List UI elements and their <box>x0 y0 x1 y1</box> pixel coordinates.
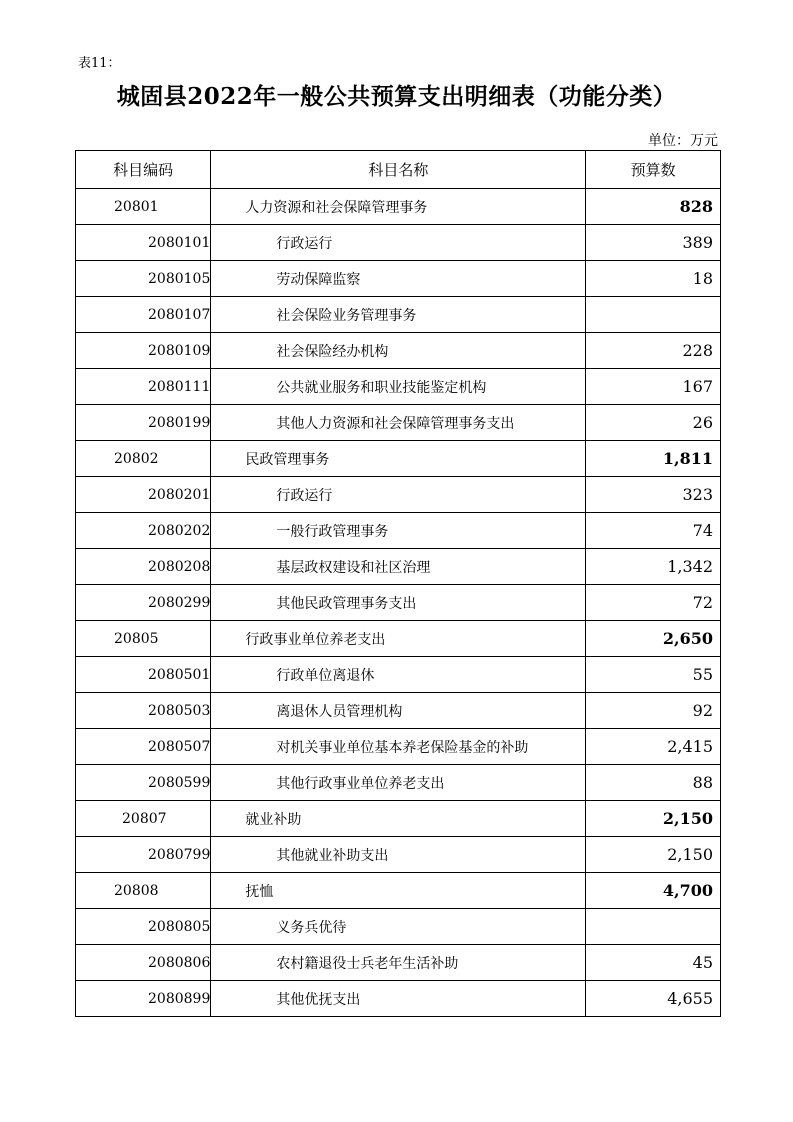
row-name: 其他就业补助支出 <box>211 837 586 873</box>
row-code: 20802 <box>76 441 211 477</box>
table-row <box>76 441 721 477</box>
table-row <box>76 225 721 261</box>
row-amount: 323 <box>586 477 721 513</box>
row-name: 行政事业单位养老支出 <box>211 621 586 657</box>
table-row <box>76 585 721 621</box>
table-body <box>76 189 721 1017</box>
row-name: 义务兵优待 <box>211 909 586 945</box>
row-code: 2080501 <box>76 657 211 693</box>
table-label: 表11： <box>78 56 121 71</box>
row-amount: 4,700 <box>586 873 721 909</box>
table-row <box>76 513 721 549</box>
unit-label: 单位：万元 <box>648 133 718 149</box>
row-code: 2080507 <box>76 729 211 765</box>
row-code: 2080899 <box>76 981 211 1017</box>
column-header-name: 科目名称 <box>211 151 586 189</box>
row-name: 其他民政管理事务支出 <box>211 585 586 621</box>
table-row <box>76 369 721 405</box>
row-code: 2080109 <box>76 333 211 369</box>
row-name: 社会保险业务管理事务 <box>211 297 586 333</box>
page-title: 城固县2022年一般公共预算支出明细表（功能分类） <box>116 83 677 110</box>
table-row <box>76 549 721 585</box>
table-row <box>76 261 721 297</box>
row-code: 20807 <box>76 801 211 837</box>
table-row <box>76 801 721 837</box>
row-name: 其他人力资源和社会保障管理事务支出 <box>211 405 586 441</box>
table-row <box>76 693 721 729</box>
row-code: 2080799 <box>76 837 211 873</box>
row-name: 人力资源和社会保障管理事务 <box>211 189 586 225</box>
table-row <box>76 477 721 513</box>
row-amount <box>586 909 721 945</box>
row-name: 公共就业服务和职业技能鉴定机构 <box>211 369 586 405</box>
row-amount: 2,650 <box>586 621 721 657</box>
row-amount: 88 <box>586 765 721 801</box>
row-amount: 92 <box>586 693 721 729</box>
row-code: 2080107 <box>76 297 211 333</box>
table-row <box>76 657 721 693</box>
row-amount: 74 <box>586 513 721 549</box>
table-header-row <box>76 151 721 189</box>
row-name: 劳动保障监察 <box>211 261 586 297</box>
row-name: 民政管理事务 <box>211 441 586 477</box>
row-code: 2080105 <box>76 261 211 297</box>
row-code: 2080101 <box>76 225 211 261</box>
table-row <box>76 909 721 945</box>
row-name: 社会保险经办机构 <box>211 333 586 369</box>
row-code: 2080202 <box>76 513 211 549</box>
column-header-code: 科目编码 <box>76 151 211 189</box>
row-amount: 55 <box>586 657 721 693</box>
row-code: 2080201 <box>76 477 211 513</box>
table-row <box>76 189 721 225</box>
row-name: 行政运行 <box>211 477 586 513</box>
budget-table <box>75 150 721 1017</box>
row-amount: 2,150 <box>586 837 721 873</box>
table-row <box>76 297 721 333</box>
table-row <box>76 333 721 369</box>
row-code: 2080805 <box>76 909 211 945</box>
row-amount: 228 <box>586 333 721 369</box>
row-name: 一般行政管理事务 <box>211 513 586 549</box>
row-code: 2080111 <box>76 369 211 405</box>
table-row <box>76 621 721 657</box>
row-amount: 2,415 <box>586 729 721 765</box>
row-code: 2080199 <box>76 405 211 441</box>
row-amount: 828 <box>586 189 721 225</box>
row-amount: 1,811 <box>586 441 721 477</box>
row-name: 其他行政事业单位养老支出 <box>211 765 586 801</box>
table-row <box>76 837 721 873</box>
table-row <box>76 873 721 909</box>
row-name: 离退休人员管理机构 <box>211 693 586 729</box>
row-name: 其他优抚支出 <box>211 981 586 1017</box>
row-amount <box>586 297 721 333</box>
row-code: 2080299 <box>76 585 211 621</box>
row-amount: 389 <box>586 225 721 261</box>
row-amount: 72 <box>586 585 721 621</box>
row-amount: 18 <box>586 261 721 297</box>
row-code: 20801 <box>76 189 211 225</box>
row-name: 行政单位离退休 <box>211 657 586 693</box>
row-name: 基层政权建设和社区治理 <box>211 549 586 585</box>
row-name: 就业补助 <box>211 801 586 837</box>
row-amount: 4,655 <box>586 981 721 1017</box>
column-header-amount: 预算数 <box>586 151 721 189</box>
row-code: 20805 <box>76 621 211 657</box>
table-row <box>76 981 721 1017</box>
table-row <box>76 945 721 981</box>
row-amount: 167 <box>586 369 721 405</box>
table-row <box>76 405 721 441</box>
row-amount: 1,342 <box>586 549 721 585</box>
row-name: 行政运行 <box>211 225 586 261</box>
table-row <box>76 729 721 765</box>
row-name: 对机关事业单位基本养老保险基金的补助 <box>211 729 586 765</box>
row-name: 农村籍退役士兵老年生活补助 <box>211 945 586 981</box>
table-row <box>76 765 721 801</box>
row-code: 20808 <box>76 873 211 909</box>
row-name: 抚恤 <box>211 873 586 909</box>
row-amount: 26 <box>586 405 721 441</box>
row-amount: 2,150 <box>586 801 721 837</box>
row-code: 2080503 <box>76 693 211 729</box>
row-code: 2080208 <box>76 549 211 585</box>
row-amount: 45 <box>586 945 721 981</box>
row-code: 2080599 <box>76 765 211 801</box>
row-code: 2080806 <box>76 945 211 981</box>
